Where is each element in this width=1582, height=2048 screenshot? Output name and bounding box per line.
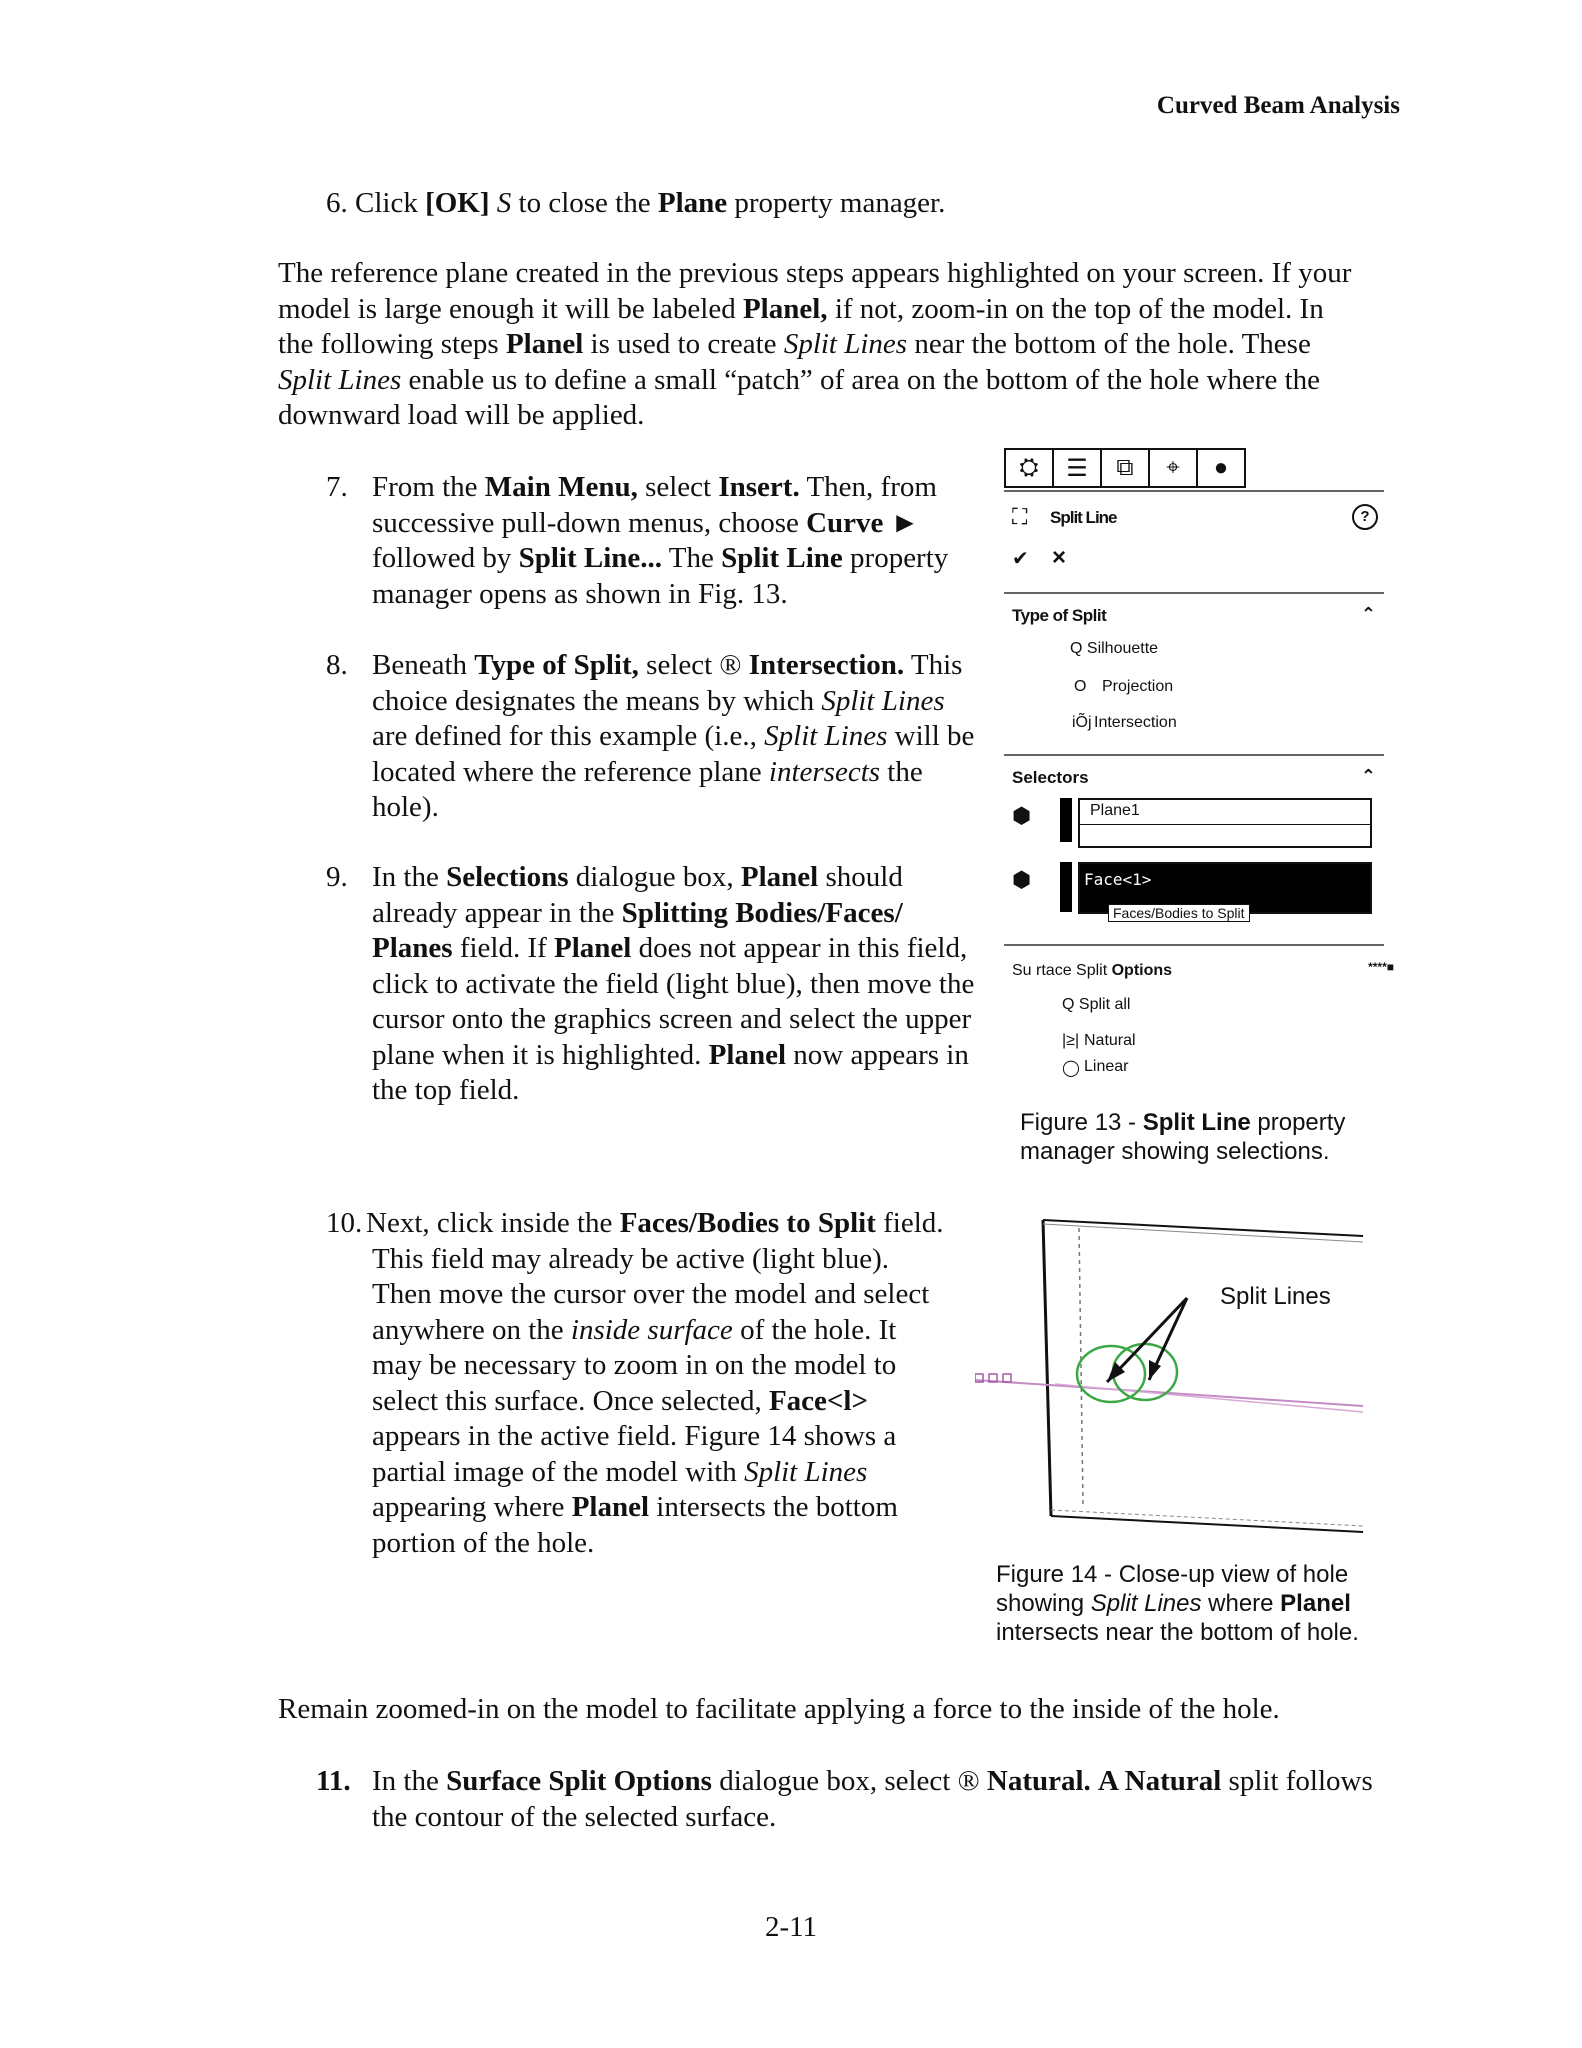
figure-14-image [975, 1204, 1365, 1534]
remain-zoomed-paragraph: Remain zoomed-in on the model to facilitate applying a force to the inside of the hole. [278, 1693, 1280, 1725]
intersection-label: Intersection [1094, 714, 1177, 731]
part-icon[interactable]: ⛭ [1004, 448, 1054, 488]
natural-radio[interactable]: |≥| [1062, 1032, 1080, 1049]
projection-label: Projection [1102, 678, 1174, 695]
silhouette-option[interactable]: Q Silhouette [1070, 640, 1159, 657]
split-lines-label: Split Lines [1220, 1283, 1331, 1310]
step-11: 11. In the Surface Split Options dialogue box, select ® Natural. A Natural split follows the contour of the selected surface. [316, 1765, 1373, 1833]
step-number: 10. [326, 1207, 363, 1239]
face-field-value: Face<1> [1084, 870, 1152, 889]
cancel-x-icon[interactable]: × [1052, 544, 1067, 571]
active-bar [1060, 798, 1072, 842]
natural-label: Natural [1084, 1032, 1136, 1049]
intersection-radio[interactable]: iÕj [1072, 714, 1092, 731]
help-icon[interactable]: ? [1352, 504, 1378, 530]
arrowhead-right [1149, 1360, 1161, 1380]
active-bar [1060, 862, 1072, 912]
face-selector-icon: ⬢ [1012, 867, 1032, 892]
step-9: 9. In the Selections dialogue box, Planel should already appear in the Splitting Bodies/Faces/ Planes field. If Planel does not appear in this field, click to activate the field (light blue), then move the cursor onto the graphics screen and select the upper plane when it is highlighted. Planel now appears in the top field. [326, 861, 975, 1106]
faces-bodies-tooltip: Faces/Bodies to Split [1108, 904, 1250, 922]
divider [1004, 490, 1384, 492]
collapse-chevron-icon[interactable]: ⌃ [1360, 766, 1376, 786]
part-edge-left [1043, 1220, 1051, 1516]
ok-check-icon[interactable]: ✔ [1012, 548, 1029, 570]
appearance-icon[interactable]: ● [1196, 448, 1246, 488]
part-edge-top [1043, 1220, 1363, 1236]
surface-split-options-header: Su rtace Split Options [1012, 962, 1173, 979]
property-list-icon[interactable]: ☰ [1052, 448, 1102, 488]
split-all-option[interactable]: Q Split all [1062, 996, 1131, 1013]
step-7: 7. From the Main Menu, select Insert. Then, from successive pull-down menus, choose Curve ► followed by Split Line... The Split Line property manager opens as shown in Fig. 13. [326, 471, 949, 610]
split-line-property-manager [1004, 448, 1394, 1098]
manager-tabs [1004, 448, 1244, 488]
linear-label: Linear [1084, 1058, 1129, 1075]
divider [1004, 592, 1384, 594]
linear-radio[interactable]: ◯ [1062, 1060, 1080, 1077]
split-line-icon: ⛶ [1012, 504, 1028, 529]
collapse-mark[interactable]: ****■ [1368, 960, 1394, 974]
divider [1004, 944, 1384, 946]
divider [1004, 754, 1384, 756]
plane-handle [1003, 1374, 1011, 1382]
step-6: 6. Click [OK] S to close the Plane property manager. [326, 187, 946, 219]
configuration-icon[interactable]: ⧉ [1100, 448, 1150, 488]
step-number: 11. [316, 1765, 351, 1797]
figure-13-caption: Figure 13 - Split Line property manager showing selections. [1020, 1109, 1346, 1165]
intro-paragraph: The reference plane created in the previous steps appears highlighted on your screen. If your model is large enough it will be labeled Planel, if not, zoom-in on the top of the model. In the following steps Planel is used to create Split Lines near the bottom of the hole. These Split Lines enable us to define a small “patch” of area on the bottom of the hole where the downward load will be applied. [278, 257, 1352, 431]
manager-title: Split Line [1050, 508, 1117, 527]
page-number: 2-11 [764, 1911, 818, 1943]
split-lines-drawing [975, 1204, 1365, 1534]
splitting-tool-field[interactable] [1078, 798, 1372, 848]
figure-14-caption: Figure 14 - Close-up view of hole showing Split Lines where Planel intersects near the bottom of hole. [996, 1561, 1359, 1646]
step-number: 9. [326, 861, 348, 893]
projection-radio[interactable]: O [1074, 678, 1087, 695]
plane1-line-secondary [1055, 1384, 1363, 1412]
step-number: 8. [326, 649, 348, 681]
step-8: 8. Beneath Type of Split, select ® Intersection. This choice designates the means by which Split Lines are defined for this example (i.e., Split Lines will be located where the reference plane intersects the hole). [326, 649, 975, 823]
step-number: 6. [326, 187, 348, 219]
type-of-split-header: Type of Split [1012, 606, 1107, 625]
selectors-header: Selectors [1012, 768, 1089, 787]
target-icon[interactable]: ⌖ [1148, 448, 1198, 488]
plane-selector-icon: ⬢ [1012, 803, 1032, 828]
step-10: 10. Next, click inside the Faces/Bodies to Split field. This field may already be active (light blue). Then move the cursor over the model and select anywhere on the inside surface of the hole. It may be necessary to zoom in on the model to select this surface. Once selected, Face<l> appears in the active field. Figure 14 shows a partial image of the model with Split Lines appearing where Planel intersects the bottom portion of the hole. [326, 1207, 944, 1559]
plane1-line [975, 1380, 1363, 1406]
running-header: Curved Beam Analysis [1156, 92, 1400, 119]
plane-field-value: Plane1 [1090, 802, 1140, 819]
step-number: 7. [326, 471, 348, 503]
collapse-chevron-icon[interactable]: ⌃ [1360, 604, 1376, 624]
